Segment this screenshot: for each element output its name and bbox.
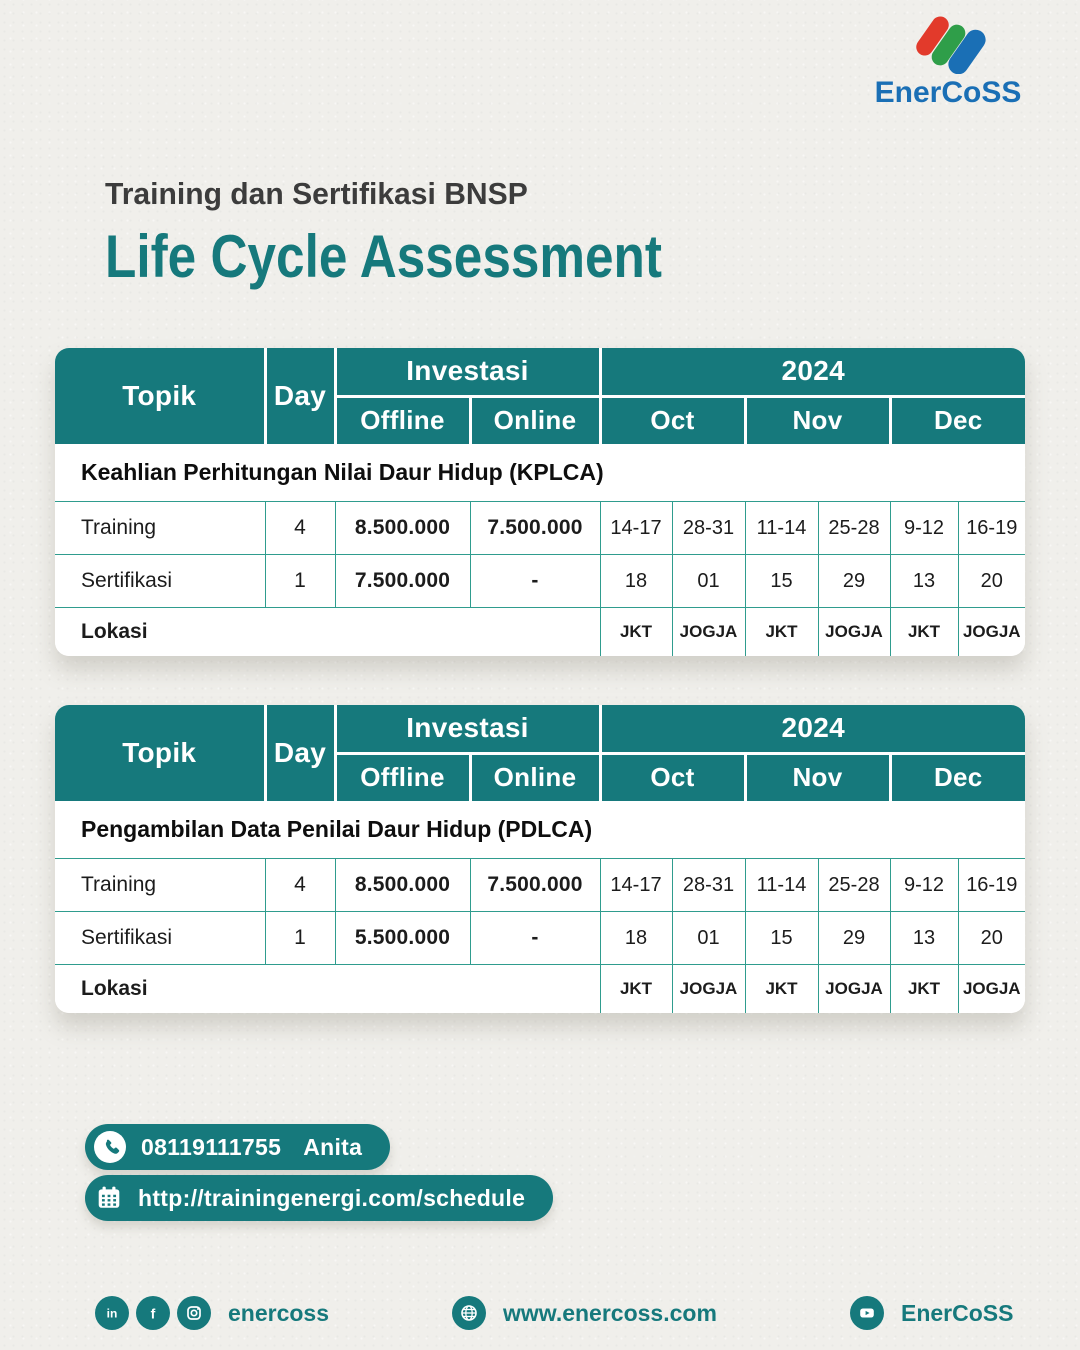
date-cell: 13 [890, 555, 958, 608]
section-title: Keahlian Perhitungan Nilai Daur Hidup (KPLCA) [55, 444, 1025, 502]
date-cell: 28-31 [672, 859, 745, 912]
sertifikasi-row [55, 555, 1025, 608]
footer-website: www.enercoss.com [503, 1299, 717, 1326]
training-row [55, 859, 1025, 912]
date-cell: 18 [600, 912, 672, 965]
phone-number: 08119111755 [141, 1133, 282, 1160]
location-cell: JKT [890, 965, 958, 1013]
location-cell: JOGJA [818, 965, 890, 1013]
location-cell: JKT [600, 608, 672, 656]
schedule-table-pdlca [55, 705, 1025, 1013]
col-header-topik: Topik [55, 705, 265, 801]
row-label: Training [55, 502, 265, 555]
col-header-offline: Offline [335, 753, 470, 801]
date-cell: 25-28 [818, 859, 890, 912]
date-cell: 9-12 [890, 502, 958, 555]
day-cell: 4 [265, 859, 335, 912]
location-cell: JKT [745, 608, 818, 656]
offline-price-cell: 5.500.000 [335, 912, 470, 965]
phone-icon [94, 1131, 126, 1163]
offline-price-cell: 7.500.000 [335, 555, 470, 608]
contact-name: Anita [303, 1133, 363, 1160]
date-cell: 15 [745, 555, 818, 608]
location-cell: JKT [745, 965, 818, 1013]
brand-name: EnerCoSS [874, 76, 1022, 109]
footer [0, 1296, 1080, 1340]
day-cell: 4 [265, 502, 335, 555]
sertifikasi-row [55, 912, 1025, 965]
schedule-table-kplca [55, 348, 1025, 656]
row-label: Training [55, 859, 265, 912]
date-cell: 11-14 [745, 502, 818, 555]
date-cell: 14-17 [600, 859, 672, 912]
section-title-row [55, 801, 1025, 859]
row-label: Sertifikasi [55, 912, 265, 965]
day-cell: 1 [265, 912, 335, 965]
poster-subtitle: Training dan Sertifikasi BNSP [105, 176, 528, 211]
offline-price-cell: 8.500.000 [335, 502, 470, 555]
col-header-investasi: Investasi [335, 705, 600, 753]
phone-pill [85, 1124, 390, 1170]
date-cell: 14-17 [600, 502, 672, 555]
youtube-icon [850, 1296, 884, 1330]
footer-website-group [452, 1296, 717, 1330]
date-cell: 16-19 [958, 859, 1025, 912]
footer-social-group [95, 1296, 329, 1330]
logo-stripes-icon [896, 14, 1000, 74]
col-header-online: Online [470, 396, 600, 444]
location-cell: JOGJA [672, 965, 745, 1013]
location-cell: JKT [600, 965, 672, 1013]
col-header-dec: Dec [890, 753, 1025, 801]
section-title: Pengambilan Data Penilai Daur Hidup (PDLCA) [55, 801, 1025, 859]
schedule-card-pdlca [55, 705, 1025, 1013]
col-header-year: 2024 [600, 348, 1025, 396]
location-cell: JOGJA [958, 608, 1025, 656]
col-header-nov: Nov [745, 396, 890, 444]
schedule-card-kplca [55, 348, 1025, 656]
date-cell: 29 [818, 555, 890, 608]
lokasi-row [55, 608, 1025, 656]
day-cell: 1 [265, 555, 335, 608]
row-label: Lokasi [55, 608, 600, 656]
online-price-cell: - [470, 912, 600, 965]
col-header-nov: Nov [745, 753, 890, 801]
location-cell: JOGJA [958, 965, 1025, 1013]
poster-title: Life Cycle Assessment [105, 223, 662, 291]
instagram-icon [177, 1296, 211, 1330]
globe-icon [452, 1296, 486, 1330]
footer-youtube-group [850, 1296, 1013, 1330]
date-cell: 11-14 [745, 859, 818, 912]
col-header-oct: Oct [600, 396, 745, 444]
col-header-oct: Oct [600, 753, 745, 801]
offline-price-cell: 8.500.000 [335, 859, 470, 912]
footer-youtube-name: EnerCoSS [901, 1299, 1014, 1326]
col-header-year: 2024 [600, 705, 1025, 753]
online-price-cell: 7.500.000 [470, 859, 600, 912]
date-cell: 29 [818, 912, 890, 965]
row-label: Lokasi [55, 965, 600, 1013]
contact-block [85, 1124, 553, 1221]
linkedin-icon [95, 1296, 129, 1330]
col-header-investasi: Investasi [335, 348, 600, 396]
col-header-dec: Dec [890, 396, 1025, 444]
location-cell: JOGJA [672, 608, 745, 656]
schedule-url: http://trainingenergi.com/schedule [138, 1184, 526, 1211]
col-header-day: Day [265, 705, 335, 801]
col-header-day: Day [265, 348, 335, 444]
lokasi-row [55, 965, 1025, 1013]
calendar-icon [94, 1183, 124, 1213]
date-cell: 16-19 [958, 502, 1025, 555]
brand-logo [868, 14, 1028, 110]
location-cell: JOGJA [818, 608, 890, 656]
training-row [55, 502, 1025, 555]
section-title-row [55, 444, 1025, 502]
col-header-topik: Topik [55, 348, 265, 444]
title-block [105, 176, 724, 291]
location-cell: JKT [890, 608, 958, 656]
date-cell: 9-12 [890, 859, 958, 912]
online-price-cell: - [470, 555, 600, 608]
footer-social-handle: enercoss [228, 1299, 330, 1326]
date-cell: 15 [745, 912, 818, 965]
date-cell: 18 [600, 555, 672, 608]
date-cell: 28-31 [672, 502, 745, 555]
date-cell: 20 [958, 555, 1025, 608]
facebook-icon [136, 1296, 170, 1330]
svg-text:f: f [150, 1305, 156, 1322]
svg-text:in: in [106, 1306, 118, 1321]
row-label: Sertifikasi [55, 555, 265, 608]
date-cell: 25-28 [818, 502, 890, 555]
col-header-offline: Offline [335, 396, 470, 444]
date-cell: 01 [672, 555, 745, 608]
date-cell: 01 [672, 912, 745, 965]
schedule-url-pill [85, 1175, 553, 1221]
date-cell: 20 [958, 912, 1025, 965]
online-price-cell: 7.500.000 [470, 502, 600, 555]
col-header-online: Online [470, 753, 600, 801]
date-cell: 13 [890, 912, 958, 965]
